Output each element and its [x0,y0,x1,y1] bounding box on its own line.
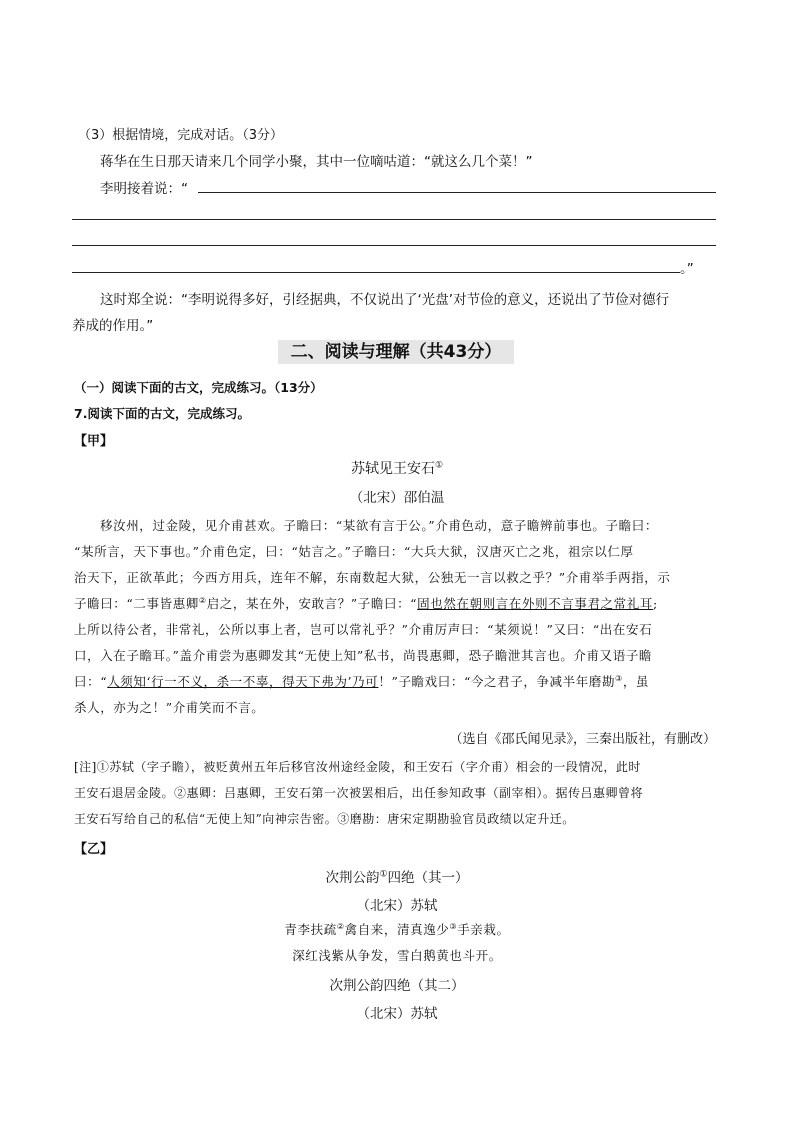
poem1-l1a: 青李扶疏 [284,922,337,937]
poem1-title [0,866,794,886]
passage-l4a: 子瞻曰：“二事皆惠卿 [74,596,199,611]
passage-title [0,458,794,478]
q3-line3: 这时郑全说：“李明说得多好，引经据典，不仅说出了‘光盘’对节俭的意义，还说出了节俭对德行 [100,292,670,308]
passage-source: （选自《邵氏闻见录》，三秦出版社，有删改） [449,732,716,747]
note-mark-3: ③ [615,673,623,683]
yi-label: 【乙】 [74,842,114,857]
section-title-pre: 二、阅读与理解（共 [290,342,444,362]
section-title [278,340,514,364]
answer-blank-1[interactable] [198,192,716,193]
passage-author: （北宋）邵伯温 [349,490,445,506]
q3-line1: 蒋华在生日那天请来几个同学小聚，其中一位嘀咕道：“就这么几个菜！” [100,154,533,170]
passage-l7a: 曰：“ [74,674,108,689]
passage-line-6: 口，入在子瞻耳。”盖介甫尝为惠卿发其“无使上知”私书，尚畏惠卿，恐子瞻泄其言也。介甫又语子瞻 [74,648,653,663]
poem1-title-b: 四绝（其一） [387,870,469,886]
passage-line-3: 治天下，正欲革此；今西方用兵，连年不解，东南数起大狱，公独无一言以救之乎？”介甫举手两指，示 [74,570,671,585]
passage-line-1: 移汝州，过金陵，见介甫甚欢。子瞻曰：“某欲有言于公。”介甫色动，意子瞻辨前事也。子瞻曰： [100,518,658,533]
poem2-author: （北宋）苏轼 [356,1006,438,1022]
poem1-author: （北宋）苏轼 [356,898,438,914]
passage-l4c: 启之，某在外，安敢言？”子瞻曰：“ [206,596,418,611]
poem1-line-2: 深红浅紫从争发，雪白鹅黄也斗开。 [292,948,502,963]
section-title-num: 43 [443,342,468,362]
passage-title-note-mark: ① [434,460,444,471]
part1-heading: （一）阅读下面的古文，完成练习。（13分） [74,380,323,395]
note-mark-2: ② [198,595,207,605]
q3-end-quote: 。” [680,261,694,277]
poem2-title: 次荆公韵四绝（其二） [329,978,465,994]
poem1-note-mark: ① [379,869,388,880]
q3-prompt: （3）根据情境，完成对话。（3分） [78,128,284,143]
note-line-1: [注]①苏轼（字子瞻），被贬黄州五年后移官汝州途经金陵，和王安石（字介甫）相会的一段情况，此时 [74,760,641,774]
passage-l7c: ！”子瞻戏曰：“今之君子，争减半年磨勘 [378,674,616,689]
note-line-3: 王安石写给自己的私信“无使上知”向神宗告密。③磨勘：唐宋定期勘验官员政绩以定升迁。 [74,812,575,826]
q3-line2-label: 李明接着说：“ [100,181,188,197]
passage-line-7 [74,672,649,690]
q3-line4: 养成的作用。” [72,318,154,334]
answer-blank-4[interactable] [72,272,680,273]
jia-label: 【甲】 [74,434,114,449]
passage-line-4 [74,594,658,612]
poem1-line-1 [0,920,794,938]
answer-blank-3[interactable] [72,245,716,246]
passage-line-2: “某所言，天下事也。”介甫色定，曰：“姑言之。”子瞻曰：“大兵大狱，汉唐灭亡之兆，祖宗以仁厚 [74,544,634,559]
poem1-title-a: 次荆公韵 [325,870,380,886]
underlined-sentence-2: 人须知‘行一不义，杀一不辜，得天下弗为’乃可 [107,674,379,689]
poem1-l1c: 禽自来，清真逸少 [344,922,450,937]
poem1-note-mark-2: ② [336,921,345,931]
underlined-sentence-1: 固也然在朝则言在外则不言事君之常礼耳 [417,596,653,611]
passage-line-5: 上所以待公者，非常礼，公所以事上者，岂可以常礼乎？”介甫厉声曰：“某须说！”又曰：“出在安石 [74,622,653,637]
section-title-post: 分） [467,342,502,362]
passage-l4e: ; [652,596,658,611]
note-line-2: 王安石退居金陵。②惠卿：吕惠卿，王安石第一次被罢相后，出任参知政事（副宰相）。据传吕惠卿曾将 [74,786,644,800]
passage-l7e: ，虽 [622,674,650,689]
q7-heading: 7.阅读下面的古文，完成练习。 [74,406,250,421]
poem1-l1e: 手亲栽。 [457,922,510,937]
answer-blank-2[interactable] [72,219,716,220]
passage-line-8: 杀人，亦为之！”介甫笑而不言。 [74,700,265,715]
passage-title-text: 苏轼见王安石 [350,461,435,477]
poem1-note-mark-3: ③ [449,921,458,931]
